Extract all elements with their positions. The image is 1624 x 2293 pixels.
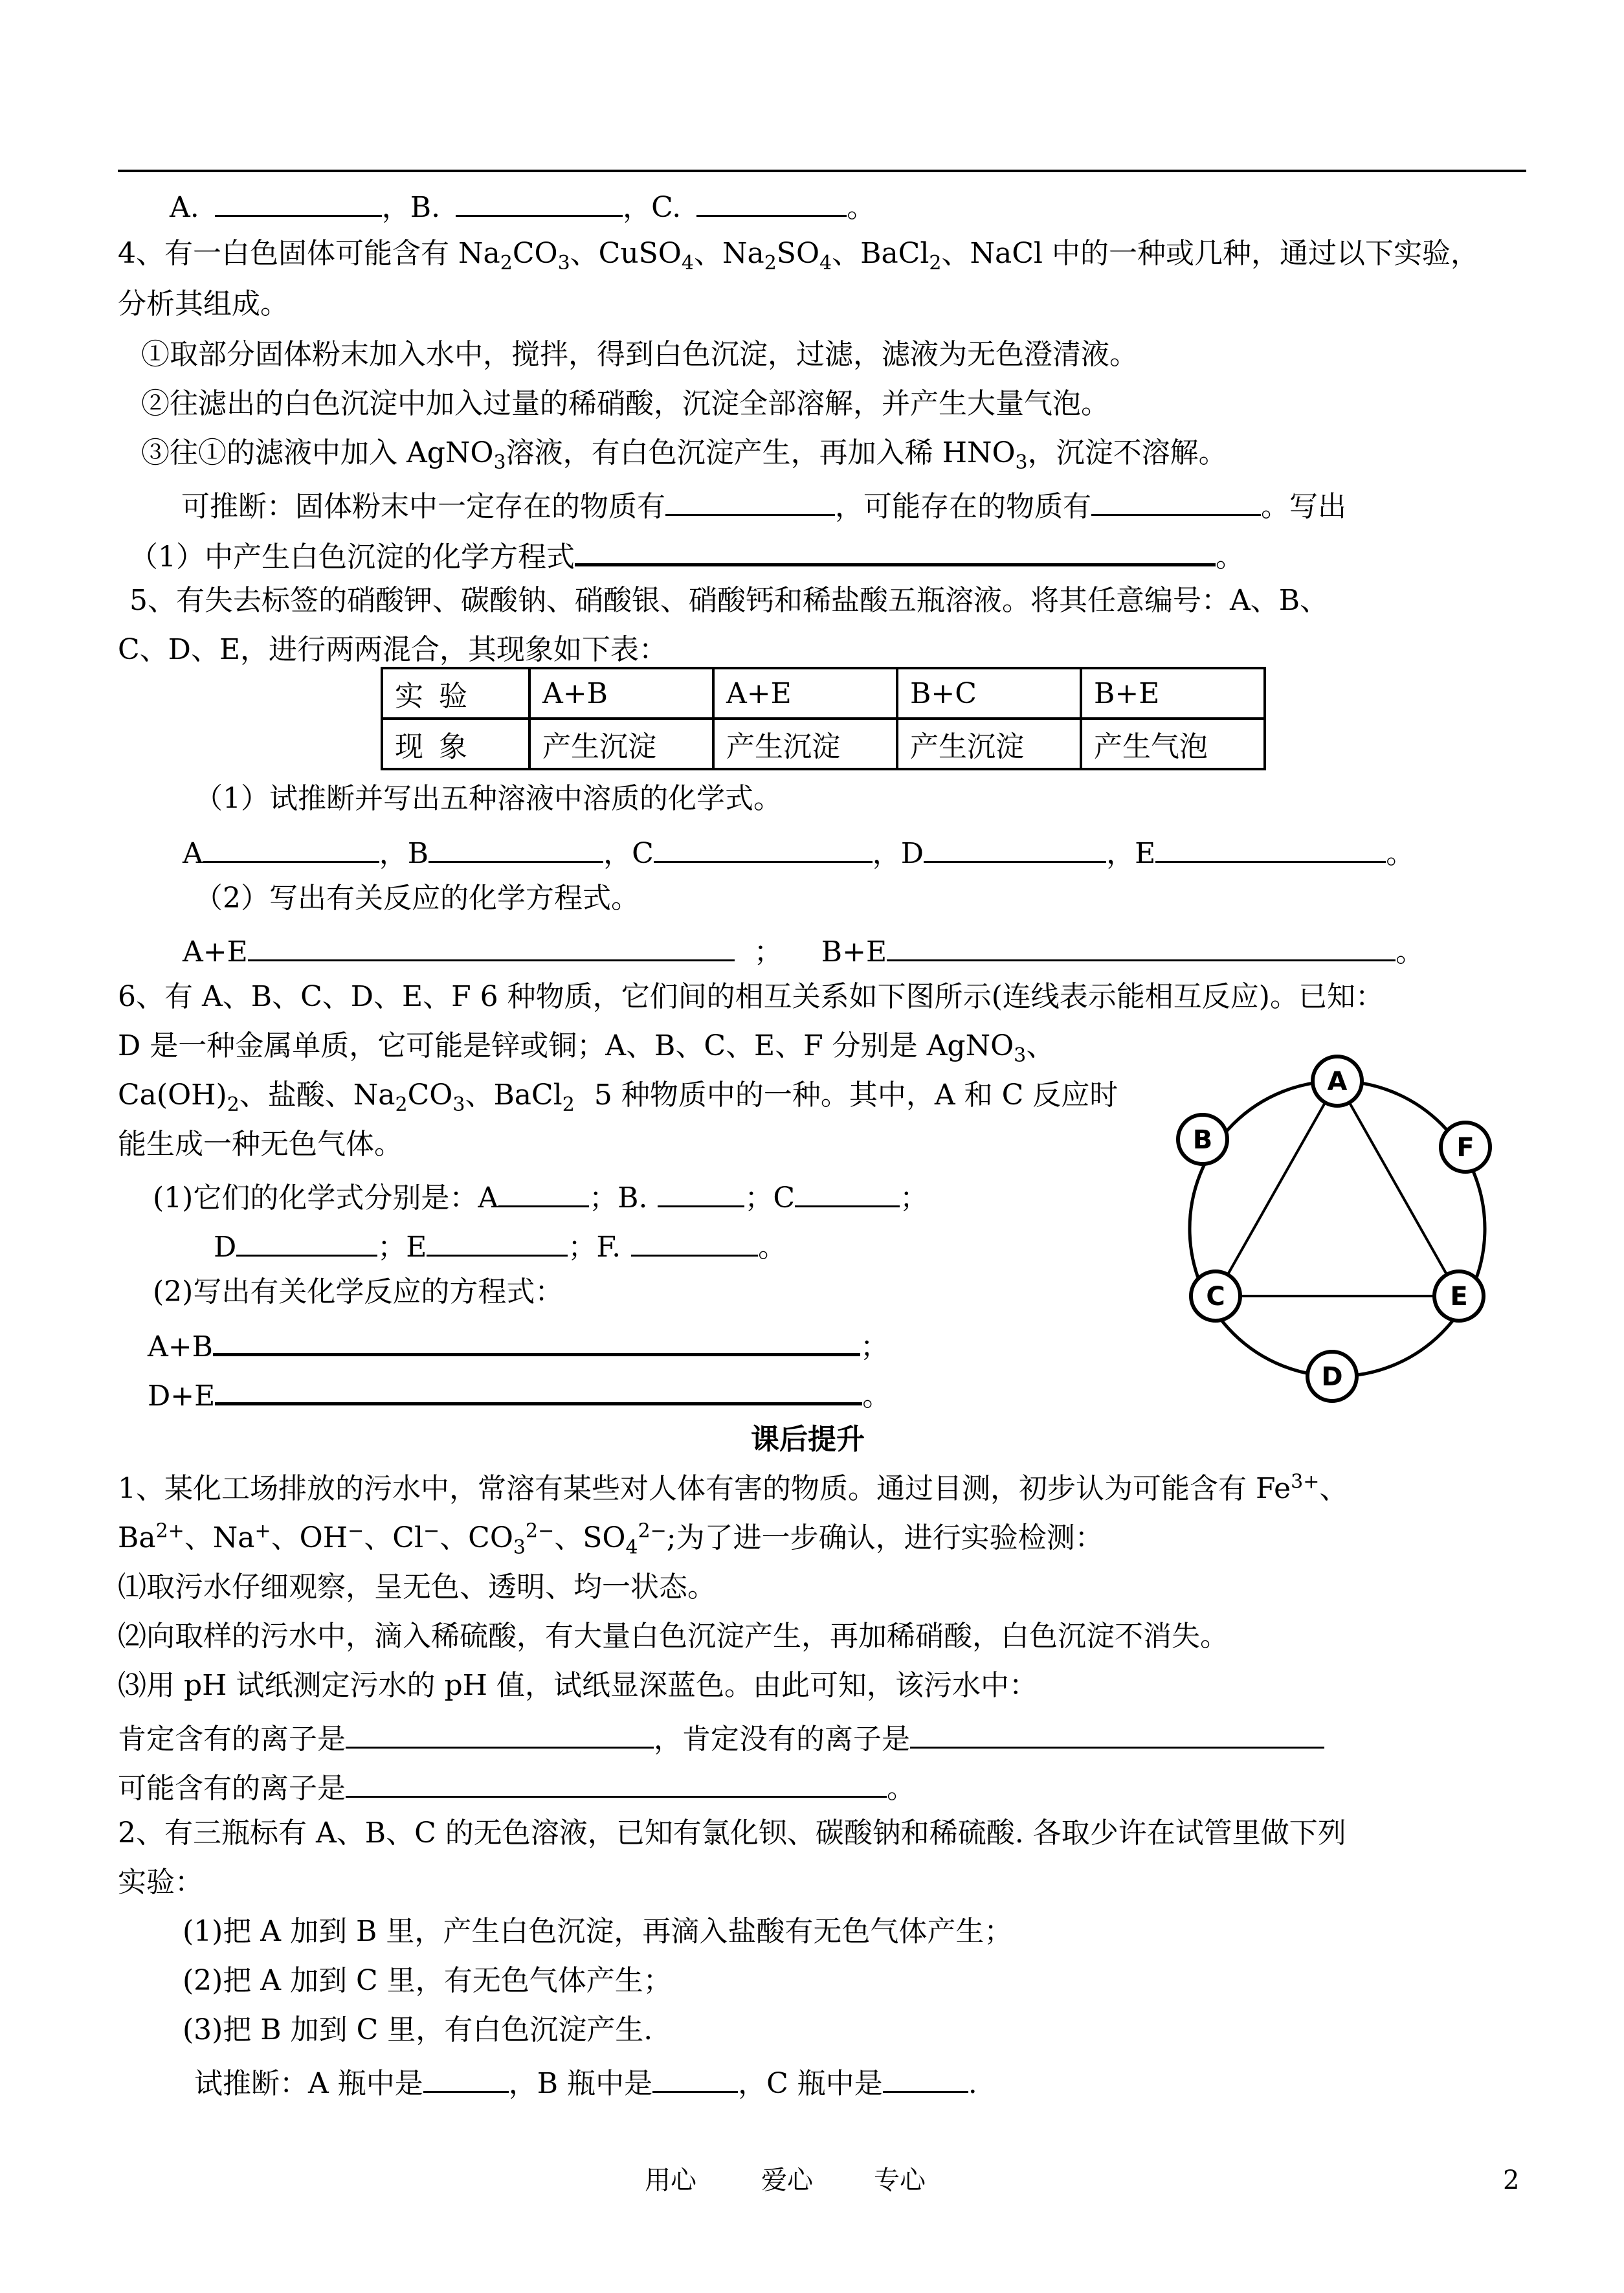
footer-motto-2: 爱心 — [761, 2165, 813, 2195]
h2-line-1: 2、有三瓶标有 A、B、C 的无色溶液，已知有氯化钡、碳酸钠和稀硫酸. 各取少许在试管里做下列 — [118, 1817, 1346, 1850]
h2-line-2: 实验： — [118, 1866, 203, 1899]
header-rule — [118, 170, 1526, 172]
node-b — [1178, 1115, 1227, 1164]
q6-line-2: D 是一种金属单质，它可能是锌或铜；A、B、C、E、F 分别是 AgNO$_3$、 — [118, 1029, 1055, 1067]
q4-infer: 可推断：固体粉末中一定存在的物质有 ，可能存在的物质有 。写出 — [181, 483, 1346, 522]
table-cell: 产生沉淀 — [529, 719, 713, 769]
node-label-c: C — [1206, 1282, 1225, 1312]
blank-q4-must[interactable] — [665, 483, 835, 516]
blank-q5-b[interactable] — [428, 830, 603, 863]
blank-q4-equation[interactable] — [575, 532, 1216, 566]
footer-motto-1: 用心 — [645, 2165, 696, 2195]
blank-q5-c[interactable] — [654, 830, 873, 863]
blank-q6-a[interactable] — [498, 1174, 589, 1207]
h2-step-2: (2)把 A 加到 C 里，有无色气体产生； — [183, 1964, 672, 1997]
q6-line-3: $Ca(OH)_2$、盐酸、$Na_2CO_3$、BaCl$_2$ 5 种物质中的一种。其中，A 和 C 反应时 — [118, 1079, 1118, 1116]
blank-c[interactable] — [696, 184, 847, 217]
table-cell: 产生气泡 — [1081, 719, 1265, 769]
blank-h2-c[interactable] — [883, 2060, 968, 2093]
blank-q6-c[interactable] — [795, 1174, 900, 1207]
node-label-f: F — [1456, 1133, 1474, 1163]
h1-line-2: $Ba^{2+}$、Na+、OH−、Cl−、$CO_3^{2-}$、$SO_4^{2-}$;为了进一步确认，进行实验检测： — [118, 1519, 1104, 1559]
blank-q5-be[interactable] — [887, 928, 1396, 961]
q5-answers: A ，B ，C ，D ，E 。 — [183, 830, 1414, 869]
h1-line-1: 1、某化工场排放的污水中，常溶有某些对人体有害的物质。通过目测，初步认为可能含有 $Fe^{3+}$、 — [118, 1470, 1348, 1505]
blank-q6-ab[interactable] — [213, 1322, 860, 1356]
q5-equations: A+E ； B+E 。 — [183, 928, 1424, 967]
q4-step-3: ③往①的滤液中加入 AgNO$_3$溶液，有白色沉淀产生，再加入稀 $HNO_3$，沉淀不溶解。 — [141, 436, 1227, 474]
table-row — [382, 668, 1265, 719]
h1-must: 肯定含有的离子是 ，肯定没有的离子是 — [118, 1716, 1324, 1754]
table-header-cell: 实验 — [382, 668, 529, 719]
blank-q4-may[interactable] — [1091, 483, 1261, 516]
node-c — [1191, 1271, 1240, 1321]
table-cell: 现象 — [382, 719, 529, 769]
q6-line-4: 能生成一种无色气体。 — [118, 1128, 403, 1161]
blank-b[interactable] — [456, 184, 623, 217]
node-d — [1307, 1352, 1357, 1401]
blank-q6-b[interactable] — [658, 1174, 744, 1207]
blank-h2-a[interactable] — [423, 2060, 509, 2093]
blank-q6-f[interactable] — [631, 1224, 758, 1257]
page-number: 2 — [1503, 2165, 1520, 2195]
blank-q5-a[interactable] — [203, 830, 379, 863]
blank-q6-e[interactable] — [427, 1224, 568, 1257]
footer-motto-3: 专心 — [874, 2165, 926, 2195]
q4-step-1: ①取部分固体粉末加入水中，搅拌，得到白色沉淀，过滤，滤液为无色澄清液。 — [141, 338, 1138, 371]
blank-q6-d[interactable] — [236, 1224, 377, 1257]
blank-h1-must[interactable] — [346, 1716, 654, 1749]
table-header-cell: B+C — [897, 668, 1081, 719]
h1-step-1: ⑴取污水仔细观察，呈无色、透明、均一状态。 — [118, 1571, 716, 1604]
h1-may: 可能含有的离子是 。 — [118, 1765, 915, 1804]
node-label-d: D — [1321, 1362, 1343, 1392]
node-e — [1434, 1271, 1484, 1321]
q5-line-1: 5、有失去标签的硝酸钾、碳酸钠、硝酸银、硝酸钙和稀盐酸五瓶溶液。将其任意编号：A、B、 — [129, 584, 1329, 617]
q6-line-1: 6、有 A、B、C、D、E、F 6 种物质，它们间的相互关系如下图所示(连线表示能相互反应)。已知： — [118, 980, 1384, 1013]
blank-q5-d[interactable] — [924, 830, 1106, 863]
node-label-a: A — [1327, 1067, 1348, 1097]
table-cell: 产生沉淀 — [713, 719, 897, 769]
h2-step-3: (3)把 B 加到 C 里，有白色沉淀产生. — [183, 2013, 653, 2046]
edge-a-e — [1337, 1081, 1459, 1296]
h2-infer: 试推断：A 瓶中是 ，B 瓶中是 ，C 瓶中是 . — [194, 2060, 977, 2099]
q5-line-2: C、D、E，进行两两混合，其现象如下表： — [118, 633, 668, 666]
q6-eq-de: D+E 。 — [148, 1371, 891, 1410]
h1-step-2: ⑵向取样的污水中，滴入稀硫酸，有大量白色沉淀产生，再加稀硝酸，白色沉淀不消失。 — [118, 1620, 1229, 1653]
blank-q5-ae[interactable] — [248, 928, 735, 961]
blank-h2-b[interactable] — [652, 2060, 738, 2093]
table-header-cell: B+E — [1081, 668, 1265, 719]
edge-a-c — [1216, 1081, 1337, 1296]
q6-eq-ab: A+B ； — [148, 1322, 889, 1361]
q5-sub-2: （2）写出有关反应的化学方程式。 — [194, 882, 640, 915]
h1-step-3: ⑶用 pH 试纸测定污水的 pH 值，试纸显深蓝色。由此可知，该污水中： — [118, 1669, 1038, 1702]
blank-h1-must-not[interactable] — [910, 1716, 1324, 1749]
q4-step-2: ②往滤出的白色沉淀中加入过量的稀硝酸，沉淀全部溶解，并产生大量气泡。 — [141, 387, 1109, 420]
node-f — [1441, 1123, 1490, 1172]
table-header-cell: A+B — [529, 668, 713, 719]
q4-line-1: 4、有一白色固体可能含有 $Na_2CO_3$、CuSO$_4$、$Na_2SO_4$、BaCl$_2$、NaCl 中的一种或几种，通过以下实验， — [118, 237, 1479, 274]
q6-sub-1-line-2: D ；E ；F. 。 — [214, 1224, 786, 1262]
table-row — [382, 719, 1265, 769]
table-cell: 产生沉淀 — [897, 719, 1081, 769]
h2-step-1: (1)把 A 加到 B 里，产生白色沉淀，再滴入盐酸有无色气体产生； — [183, 1915, 1013, 1948]
q6-sub-2: (2)写出有关化学反应的方程式： — [153, 1275, 564, 1308]
answer-line-abc: A. ，B. ，C. 。 — [170, 184, 875, 223]
table-header-cell: A+E — [713, 668, 897, 719]
blank-a[interactable] — [215, 184, 382, 217]
q5-sub-1: （1）试推断并写出五种溶液中溶质的化学式。 — [194, 782, 782, 815]
diagram-ring — [1190, 1081, 1485, 1376]
reaction-diagram — [1170, 1049, 1507, 1411]
q5-table — [381, 667, 1266, 770]
section-title: 课后提升 — [751, 1423, 865, 1456]
node-a — [1313, 1057, 1362, 1106]
blank-h1-may[interactable] — [346, 1765, 887, 1798]
q4-equation: （1）中产生白色沉淀的化学方程式 。 — [129, 532, 1244, 571]
blank-q6-de[interactable] — [215, 1371, 862, 1405]
node-label-e: E — [1450, 1282, 1468, 1312]
q4-line-2: 分析其组成。 — [118, 287, 289, 320]
blank-q5-e[interactable] — [1155, 830, 1386, 863]
node-label-b: B — [1192, 1125, 1213, 1155]
q6-sub-1: (1)它们的化学式分别是：A ；B. ；C ； — [153, 1174, 928, 1213]
